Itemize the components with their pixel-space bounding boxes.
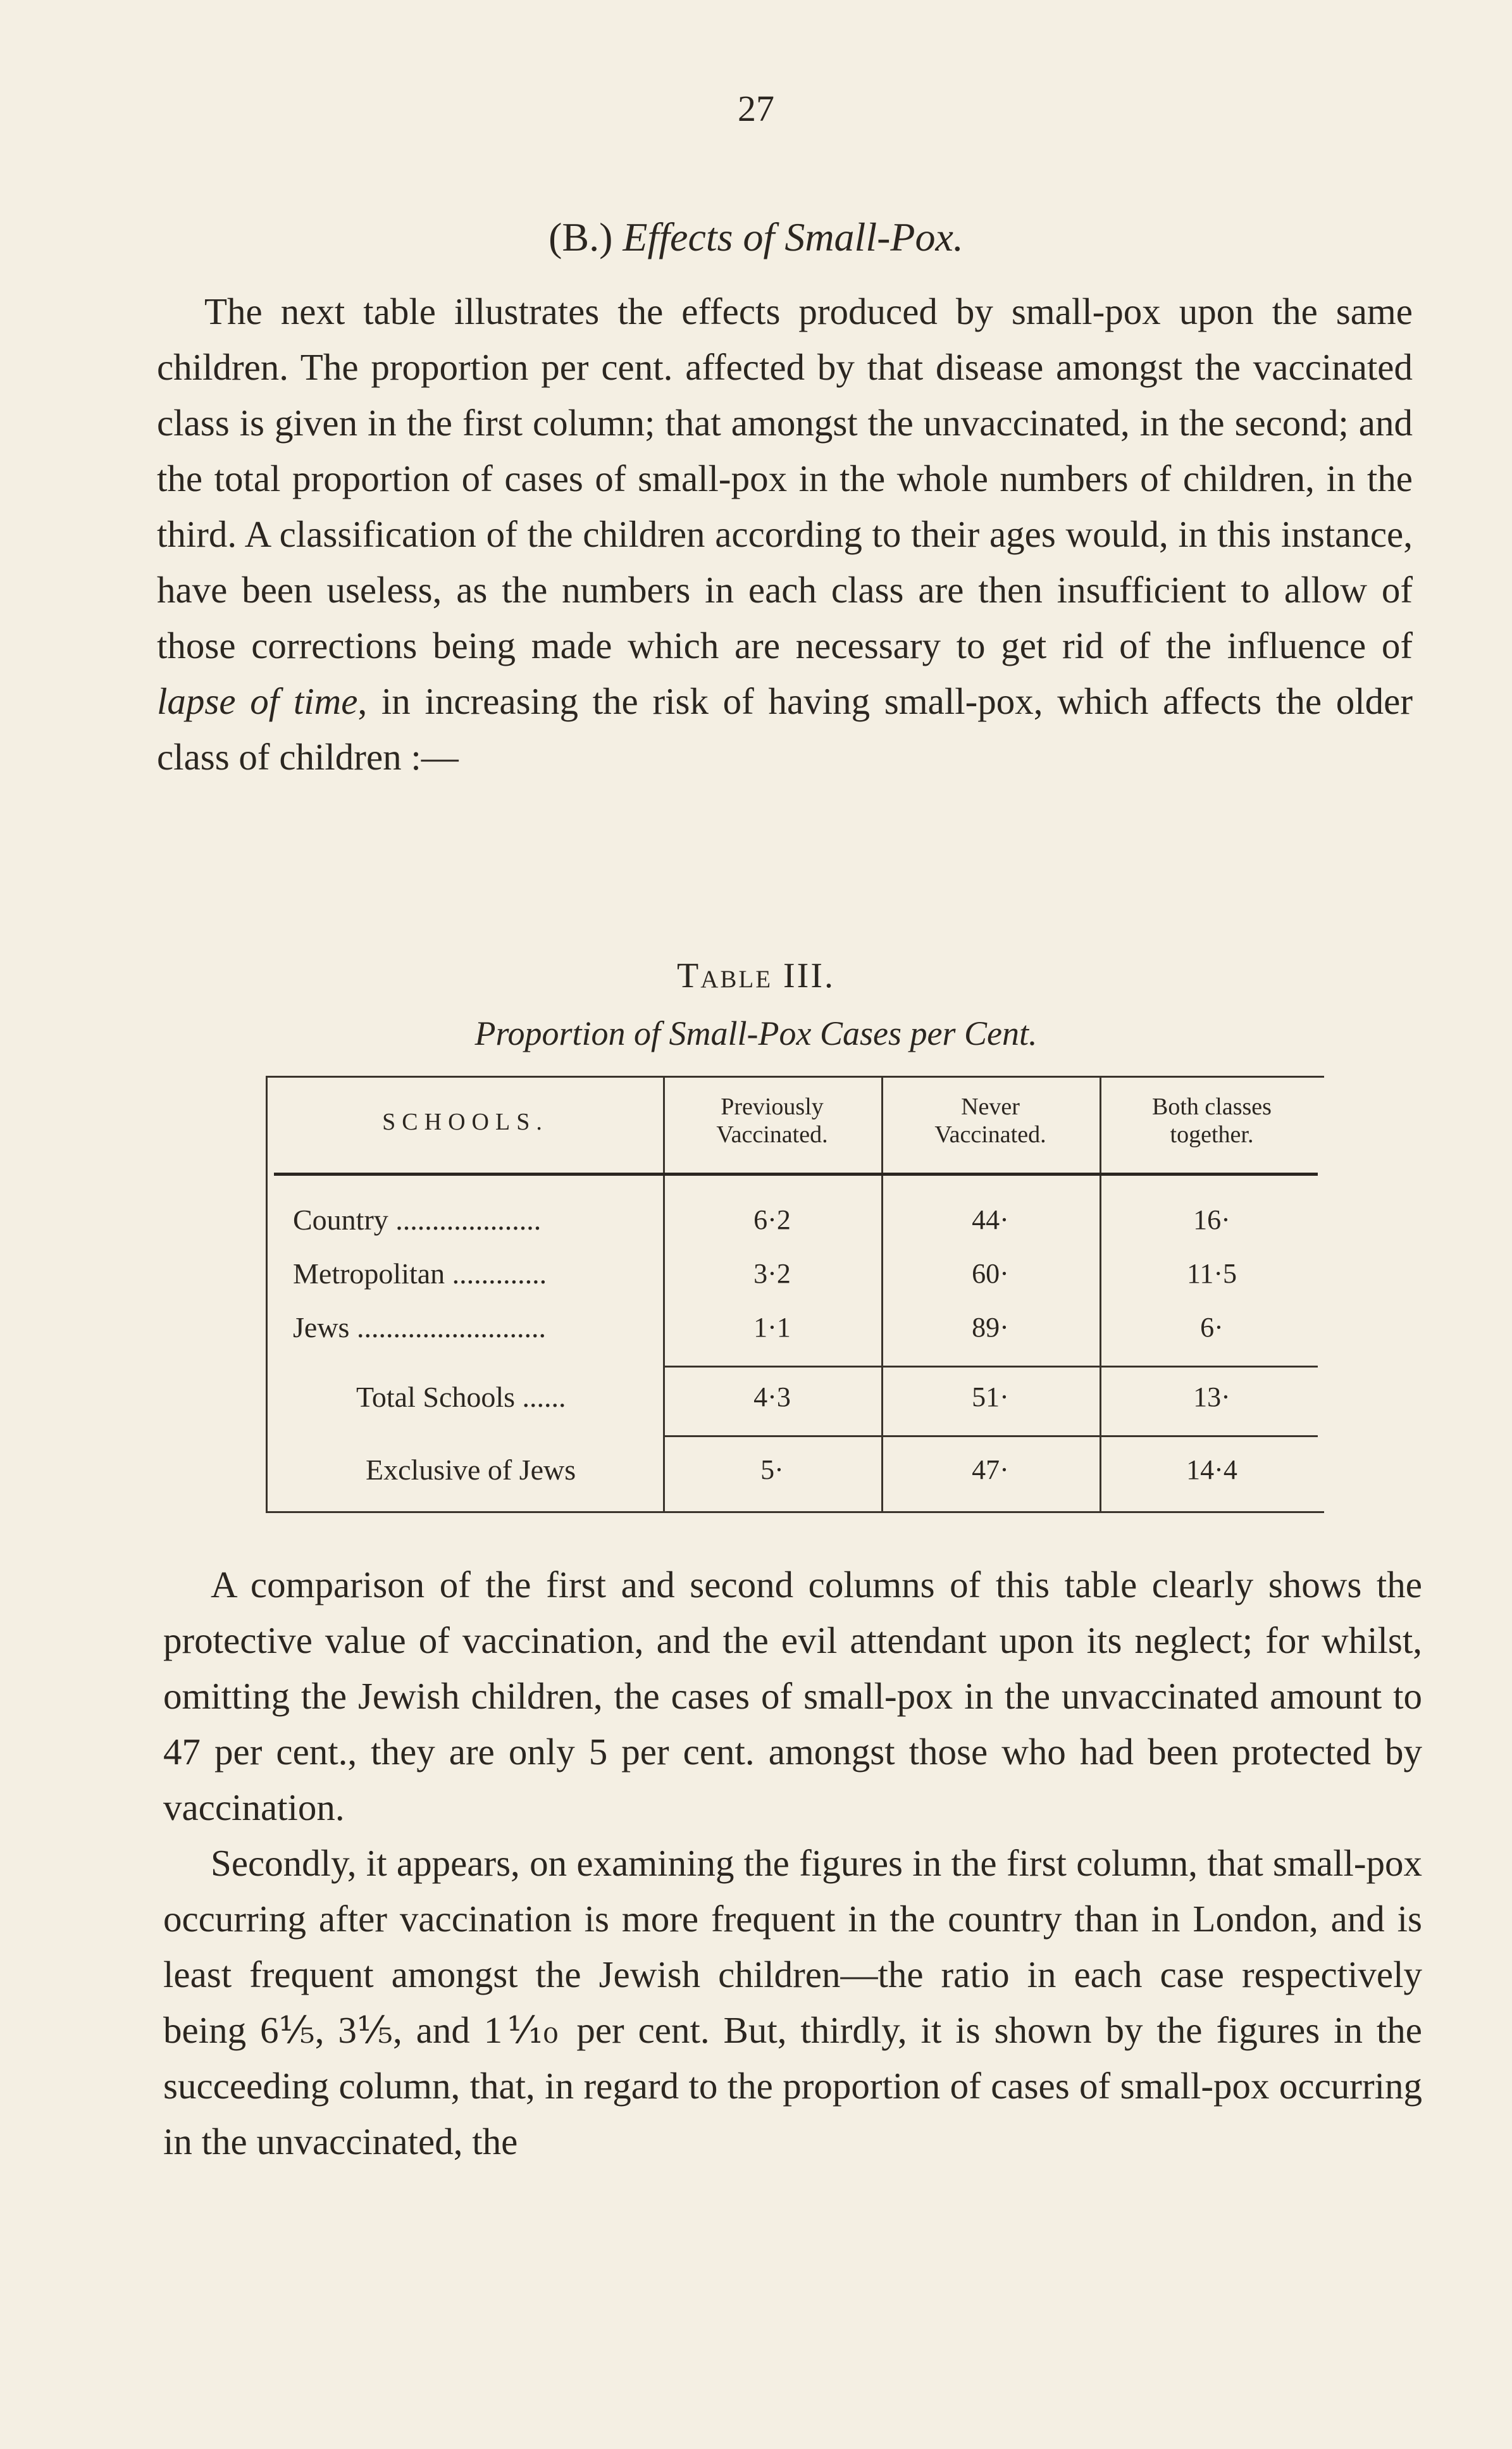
- secondly-paragraph: [163, 1835, 1422, 2169]
- separator: ,: [314, 2009, 338, 2051]
- table-caption: Proportion of Small-Pox Cases per Cent.: [474, 1014, 1038, 1052]
- row-label-total: Total Schools ......: [356, 1381, 566, 1413]
- intro-text-2: , in increasing the risk of having small-pox, which affects the older class of children :—: [157, 680, 1413, 778]
- header-text: together.: [1170, 1121, 1254, 1148]
- paragraph-comparison: [163, 1557, 1422, 2169]
- section-title: Effects of Small-Pox.: [623, 215, 964, 259]
- cell-total-both: 13·: [1193, 1381, 1230, 1412]
- cell-jews-never: 89·: [972, 1312, 1009, 1343]
- separator: , and: [393, 2009, 484, 2051]
- secondly-text-1: Secondly, it appears, on examining the figures in the first column, that small-pox occurring after vaccination is more frequent in the country than in London, and is least frequent amongst the Jewish children—the ratio in each case respectively being: [163, 1842, 1422, 2051]
- header-text: Both classes: [1152, 1094, 1272, 1120]
- intro-text-1: The next table illustrates the effects produced by small-pox upon the same children. The proportion per cent. affected by that disease amongst the vaccinated class is given in the first column; that amongst the unvaccinated, in the second; and the total proportion of cases of small-pox in the whole numbers of children, in the third. A classification of the children according to their ages would, in this instance, have been useless, as the numbers in each class are then insufficient to allow of those corrections being made which are necessary to get rid of the influence of: [157, 290, 1413, 666]
- secondly-text-2: per cent. But, thirdly, it is shown by the figures in the succeeding column, that, in regard to the proportion of cases of small-pox occurring in the unvaccinated, the: [163, 2009, 1422, 2162]
- header-text: Previously: [721, 1094, 824, 1120]
- fraction-metropolitan: 3⅕: [338, 2009, 393, 2051]
- cell-metropolitan-never: 60·: [972, 1258, 1009, 1289]
- header-never-vaccinated: [881, 1093, 1100, 1149]
- header-text: Vaccinated.: [716, 1121, 828, 1148]
- cell-total-never: 51·: [972, 1381, 1009, 1412]
- page-number: 27: [738, 88, 774, 129]
- total-rule: [663, 1366, 1318, 1368]
- header-rule: [274, 1173, 1318, 1176]
- row-label-country: Country ....................: [293, 1204, 542, 1236]
- header-text: Never: [961, 1094, 1020, 1120]
- data-table: [266, 1076, 1324, 1513]
- table-title: Table III.: [677, 956, 835, 995]
- comparison-text: A comparison of the first and second columns of this table clearly shows the protective value of vaccination, and the evil attendant upon its neglect; for whilst, omitting the Jewish children, the cases of small-pox in the unvaccinated amount to 47 per cent., they are only 5 per cent. amongst those who had been protected by vaccination.: [163, 1564, 1422, 1828]
- paragraph-intro: [157, 284, 1413, 785]
- cell-metropolitan-previously: 3·2: [753, 1258, 791, 1289]
- cell-exclusive-never: 47·: [972, 1454, 1009, 1485]
- row-label-metropolitan: Metropolitan .............: [293, 1257, 547, 1290]
- cell-exclusive-both: 14·4: [1186, 1454, 1237, 1485]
- row-label-exclusive: Exclusive of Jews: [366, 1454, 576, 1486]
- exclusive-rule: [663, 1435, 1318, 1437]
- row-label-jews: Jews ..........................: [293, 1311, 546, 1343]
- header-text: Vaccinated.: [934, 1121, 1046, 1148]
- section-heading: [0, 214, 1512, 261]
- fraction-jews: 1⅒: [483, 2009, 563, 2051]
- cell-jews-previously: 1·1: [753, 1312, 791, 1343]
- header-schools: SCHOOLS.: [382, 1109, 548, 1135]
- cell-country-both: 16·: [1193, 1204, 1230, 1235]
- section-label: (B.): [548, 215, 613, 259]
- header-previously-vaccinated: [663, 1093, 881, 1149]
- cell-jews-both: 6·: [1200, 1312, 1224, 1343]
- cell-metropolitan-both: 11·5: [1186, 1258, 1237, 1289]
- cell-country-previously: 6·2: [753, 1204, 791, 1235]
- cell-country-never: 44·: [972, 1204, 1009, 1235]
- intro-italic: lapse of time: [157, 680, 358, 722]
- cell-exclusive-previously: 5·: [760, 1454, 784, 1485]
- cell-total-previously: 4·3: [753, 1381, 791, 1412]
- fraction-country: 6⅕: [260, 2009, 315, 2051]
- header-both-classes: [1100, 1093, 1324, 1149]
